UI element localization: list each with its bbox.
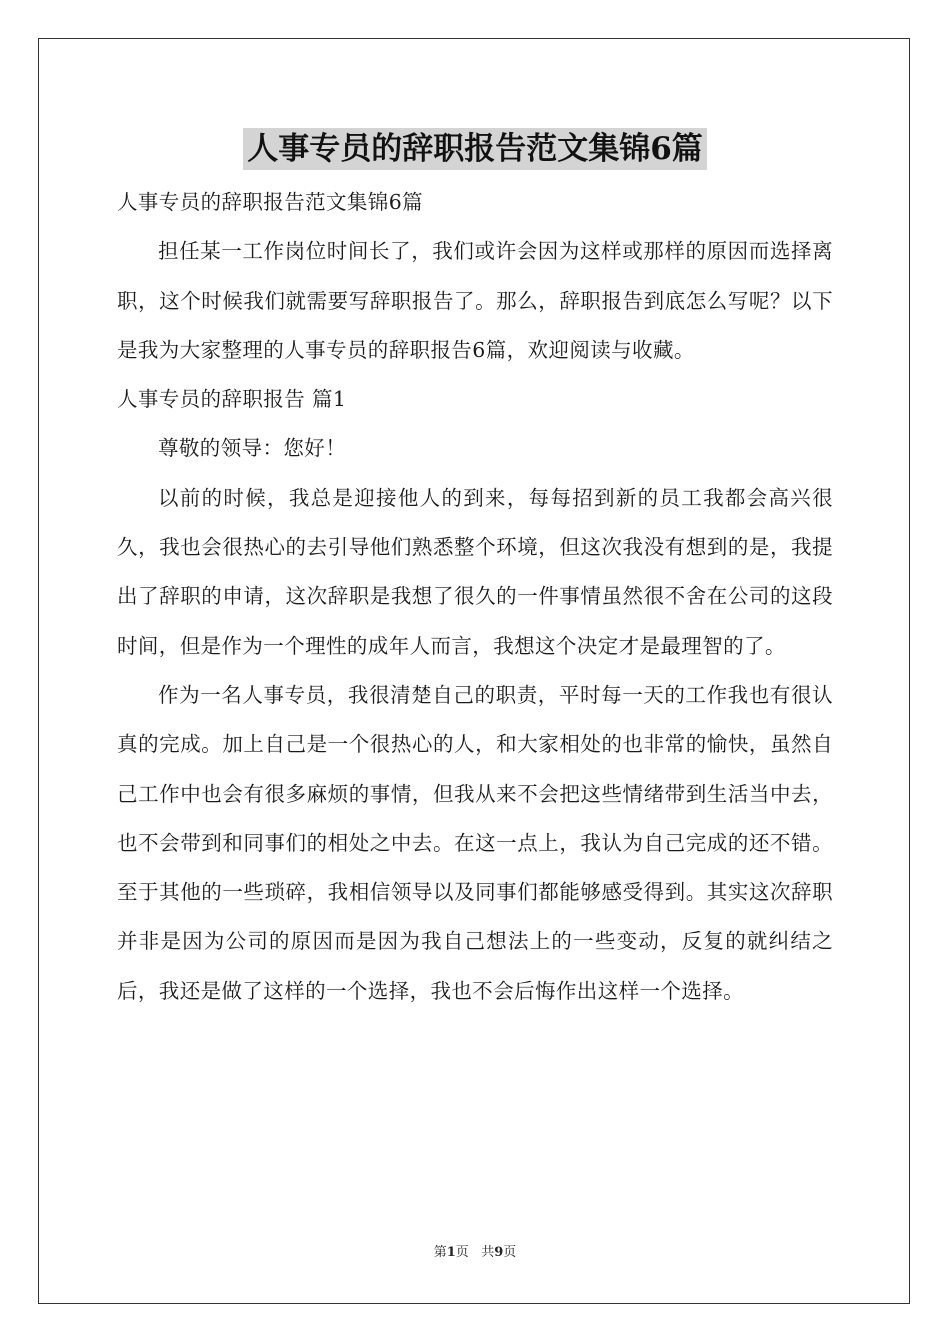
body-paragraph-2: 作为一名人事专员，我很清楚自己的职责，平时每一天的工作我也有很认真的完成。加上自己是一个很热心的人，和大家相处的也非常的愉快，虽然自己工作中也会有很多麻烦的事情，但我从来不会把这些情绪带到生活当中去，也不会带到和同事们的相处之中去。在这一点上，我认为自己完成的还不错。至于其他的一些琐碎，我相信领导以及同事们都能够感受得到。其实这次辞职并非是因为公司的原因而是因为我自己想法上的一些变动，反复的就纠结之后，我还是做了这样的一个选择，我也不会后悔作出这样一个选择。 [117,682,833,1003]
total-suffix: 页 [503,1245,517,1260]
page-prefix: 第 [433,1245,447,1260]
body-paragraph-1: 以前的时候，我总是迎接他人的到来，每每招到新的员工我都会高兴很久，我也会很热心的去引导他们熟悉整个环境，但这次我没有想到的是，我提出了辞职的申请，这次辞职是我想了很久的一件事情虽然很不舍在公司的这段时间，但是作为一个理性的成年人而言，我想这个决定才是最理智的了。 [117,485,833,658]
page-suffix: 页 [455,1245,469,1260]
intro-paragraph: 担任某一工作岗位时间长了，我们或许会因为这样或那样的原因而选择离职，这个时候我们就需要写辞职报告了。那么，辞职报告到底怎么写呢？以下是我为大家整理的人事专员的辞职报告6篇，欢迎阅读与收藏。 [117,239,833,362]
page-number: 1 [446,1245,456,1260]
page-footer [0,1244,950,1262]
document-subtitle: 人事专员的辞职报告范文集锦6篇 [117,190,424,214]
document-title: 人事专员的辞职报告范文集锦6篇 [243,128,707,170]
title-block [0,128,950,170]
total-prefix: 共 [481,1245,495,1260]
salutation: 尊敬的领导：您好！ [158,436,347,461]
document-body [117,178,833,1016]
total-pages: 9 [494,1245,504,1260]
section-heading: 人事专员的辞职报告 篇1 [117,387,347,412]
